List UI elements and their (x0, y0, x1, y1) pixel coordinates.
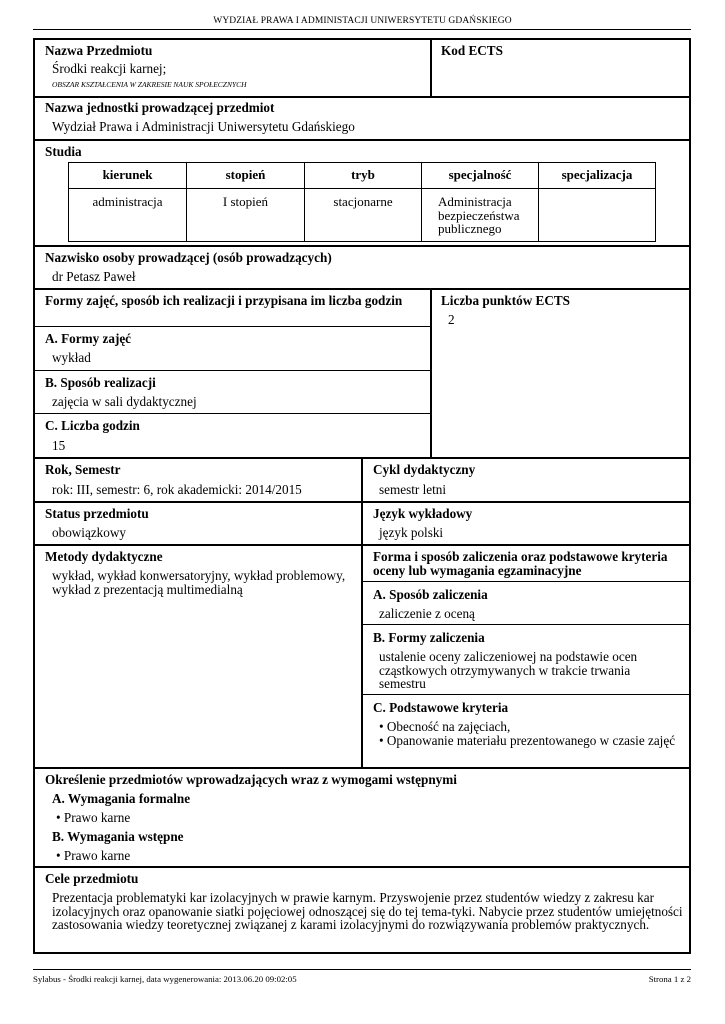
divider (33, 96, 691, 98)
divider (33, 139, 691, 141)
table-border (68, 162, 656, 163)
prereq-a-value: • Prawo karne (56, 810, 131, 825)
goals-value: Prezentacja problematyki kar izolacyjnych w prawie karnym. Przyswojenie przez studentów wiedzy z zakresu kar izolacyjnych oraz opanowanie siatki pojęciowej odnoszącej się do tej tema-tyki. Nabycie przez studentów umiejętności zastosowania wiedzy teoretycznej związanej z karami izolacyjnymi do rozwiązywania problemów praktycznych. (52, 890, 683, 932)
cycle-label: Cykl dydaktyczny (373, 462, 476, 477)
prereq-a-label: A. Wymagania formalne (52, 791, 191, 806)
unit-label: Nazwa jednostki prowadzącej przedmiot (45, 100, 275, 115)
lecturer-value: dr Petasz Paweł (52, 269, 136, 284)
divider (33, 866, 691, 868)
assessment-c-item: • Obecność na zajęciach, (379, 719, 511, 734)
cycle-value: semestr letni (379, 482, 447, 497)
page-header: WYDZIAŁ PRAWA I ADMINISTACJI UNIWERSYTETU GDAŃSKIEGO (213, 16, 512, 26)
divider (361, 457, 363, 769)
ects-points-value: 2 (448, 312, 455, 327)
ects-code-label: Kod ECTS (441, 43, 503, 58)
forms-a-label: A. Formy zajęć (45, 331, 132, 346)
sub-divider (33, 370, 431, 371)
goals-label: Cele przedmiotu (45, 871, 139, 886)
studies-header: stopień (225, 167, 266, 182)
prereq-label: Określenie przedmiotów wprowadzających wraz z wymogami wstępnymi (45, 772, 457, 787)
forms-c-value: 15 (52, 438, 66, 453)
prereq-b-label: B. Wymagania wstępne (52, 829, 184, 844)
divider (430, 38, 432, 98)
footer-left: Sylabus - Środki reakcji karnej, data wygenerowania: 2013.06.20 09:02:05 (33, 974, 297, 984)
table-border (68, 241, 656, 242)
subject-area: OBSZAR KSZTAŁCENIA W ZAKRESIE NAUK SPOŁECZNYCH (52, 80, 247, 89)
table-border (68, 188, 656, 189)
year-label: Rok, Semestr (45, 462, 121, 477)
forms-a-value: wykład (52, 350, 91, 365)
sub-divider (33, 413, 431, 414)
divider (430, 288, 432, 459)
assessment-c-item: • Opanowanie materiału prezentowanego w czasie zajęć (379, 733, 676, 748)
sub-divider (33, 326, 431, 327)
studies-header: specjalność (448, 167, 512, 182)
assessment-a-value: zaliczenie z oceną (379, 606, 475, 621)
subject-label: Nazwa Przedmiotu (45, 43, 153, 58)
divider (33, 288, 691, 290)
forms-b-label: B. Sposób realizacji (45, 375, 156, 390)
status-label: Status przedmiotu (45, 506, 149, 521)
studies-cell: Administracja bezpieczeństwa publicznego (438, 194, 520, 236)
ects-points-label: Liczba punktów ECTS (441, 293, 570, 308)
studies-header: specjalizacja (561, 167, 633, 182)
sub-divider (362, 624, 691, 625)
assessment-label: Forma i sposób zaliczenia oraz podstawowe kryteria oceny lub wymagania egzaminacyjne (373, 549, 668, 578)
sub-divider (362, 581, 691, 582)
unit-value: Wydział Prawa i Administracji Uniwersytetu Gdańskiego (52, 119, 355, 134)
divider (33, 245, 691, 247)
assessment-a-label: A. Sposób zaliczenia (373, 587, 488, 602)
assessment-c-label: C. Podstawowe kryteria (373, 700, 509, 715)
forms-label: Formy zajęć, sposób ich realizacji i przypisana im liczba godzin (45, 293, 403, 308)
status-value: obowiązkowy (52, 525, 126, 540)
studies-cell: stacjonarne (333, 194, 393, 209)
studies-label: Studia (45, 144, 82, 159)
year-value: rok: III, semestr: 6, rok akademicki: 2014/2015 (52, 482, 302, 497)
language-label: Język wykładowy (373, 506, 473, 521)
studies-cell: I stopień (222, 194, 269, 209)
page-number: Strona 1 z 2 (648, 974, 691, 984)
methods-label: Metody dydaktyczne (45, 549, 163, 564)
methods-value: wykład, wykład konwersatoryjny, wykład problemowy, wykład z prezentacją multimedialną (52, 568, 346, 597)
subject-value: Środki reakcji karnej; (52, 61, 167, 76)
header-rule (33, 29, 691, 30)
sub-divider (362, 694, 691, 695)
assessment-b-label: B. Formy zaliczenia (373, 630, 485, 645)
forms-b-value: zajęcia w sali dydaktycznej (52, 394, 197, 409)
studies-cell: administracja (92, 194, 163, 209)
footer-rule (33, 969, 691, 970)
assessment-b-value: ustalenie oceny zaliczeniowej na podstawie ocen cząstkowych otrzymywanych w trakcie trwania semestru (379, 649, 638, 691)
studies-header: kierunek (102, 167, 153, 182)
studies-header: tryb (351, 167, 375, 182)
table-border (655, 162, 656, 242)
prereq-b-value: • Prawo karne (56, 848, 131, 863)
language-value: język polski (379, 525, 444, 540)
lecturer-label: Nazwisko osoby prowadzącej (osób prowadzących) (45, 250, 332, 265)
forms-c-label: C. Liczba godzin (45, 418, 140, 433)
